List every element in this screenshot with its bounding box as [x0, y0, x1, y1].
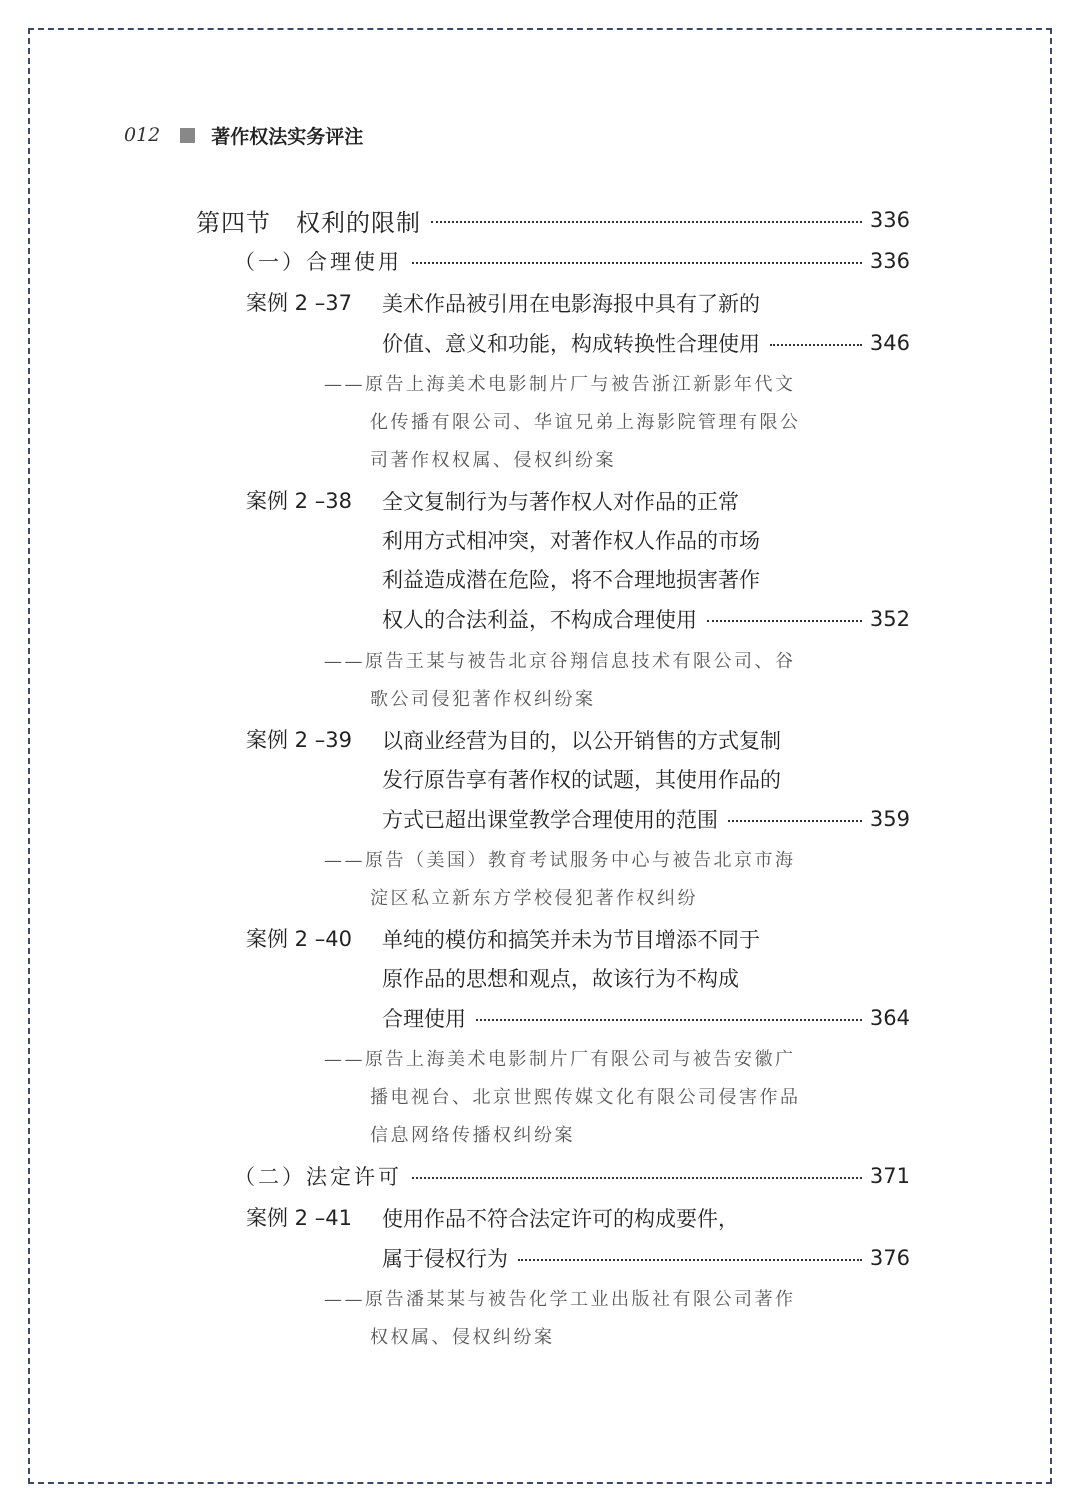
case-title-text: 合理使用 — [382, 1007, 466, 1031]
case-title-line[interactable] — [382, 1000, 910, 1036]
page-ref: 346 — [869, 331, 910, 355]
case-note: ——原告（美国）教育考试服务中心与被告北京市海 — [324, 850, 796, 871]
case-title-text: 属于侵权行为 — [382, 1247, 508, 1271]
case-note: 权权属、侵权纠纷案 — [370, 1327, 555, 1348]
subsection-title: （二）法定许可 — [234, 1165, 402, 1189]
toc-section-entry[interactable] — [196, 202, 910, 238]
case-note: 淀区私立新东方学校侵犯著作权纠纷 — [370, 888, 698, 909]
case-note: 播电视台、北京世熙传媒文化有限公司侵害作品 — [370, 1087, 801, 1108]
case-note: 歌公司侵犯著作权纠纷案 — [370, 689, 596, 710]
dot-leader — [707, 620, 862, 622]
case-note: ——原告上海美术电影制片厂有限公司与被告安徽广 — [324, 1049, 796, 1070]
case-title-text: 利用方式相冲突，对著作权人作品的市场 — [382, 529, 760, 553]
case-title-text: 价值、意义和功能，构成转换性合理使用 — [382, 332, 760, 356]
case-title-text: 发行原告享有著作权的试题，其使用作品的 — [382, 768, 781, 792]
case-note: ——原告王某与被告北京谷翔信息技术有限公司、谷 — [324, 651, 796, 672]
page-ref: 336 — [869, 249, 910, 273]
case-title-text: 方式已超出课堂教学合理使用的范围 — [382, 808, 718, 832]
dot-leader — [412, 1177, 862, 1179]
case-title-line[interactable] — [382, 960, 739, 996]
dot-leader — [770, 344, 862, 346]
case-note: ——原告上海美术电影制片厂与被告浙江新影年代文 — [324, 374, 796, 395]
case-title-text: 权人的合法利益，不构成合理使用 — [382, 608, 697, 632]
case-title-text: 原作品的思想和观点，故该行为不构成 — [382, 967, 739, 991]
page-ref: 371 — [869, 1164, 910, 1188]
subsection-title: （一）合理使用 — [234, 250, 402, 274]
case-label: 案例 2 –38 — [246, 489, 352, 513]
case-label: 案例 2 –39 — [246, 728, 352, 752]
running-header — [124, 120, 363, 150]
case-title-text: 单纯的模仿和搞笑并未为节目增添不同于 — [382, 928, 760, 952]
case-note: 司著作权权属、侵权纠纷案 — [370, 450, 616, 471]
case-label: 案例 2 –40 — [246, 927, 352, 951]
case-title-line[interactable] — [382, 722, 781, 758]
page-ref: 336 — [869, 208, 910, 232]
page-number: 012 — [124, 124, 161, 146]
case-title-line[interactable] — [382, 561, 760, 597]
case-title-line[interactable] — [382, 1240, 910, 1276]
toc-subsection-entry[interactable] — [234, 243, 910, 279]
case-title-line[interactable] — [382, 601, 910, 637]
case-title-text: 利益造成潜在危险，将不合理地损害著作 — [382, 568, 760, 592]
dot-leader — [431, 221, 862, 223]
case-title-line[interactable] — [382, 761, 781, 797]
page-ref: 364 — [869, 1006, 910, 1030]
case-title-line[interactable] — [382, 921, 760, 957]
case-title-line[interactable] — [382, 1200, 739, 1236]
case-title-line[interactable] — [382, 285, 760, 321]
toc-subsection-entry[interactable] — [234, 1158, 910, 1194]
case-title-line[interactable] — [382, 801, 910, 837]
case-title-text: 全文复制行为与著作权人对作品的正常 — [382, 490, 739, 514]
dot-leader — [476, 1019, 862, 1021]
square-bullet-icon — [180, 128, 195, 143]
case-title-text: 使用作品不符合法定许可的构成要件， — [382, 1207, 739, 1231]
case-title-line[interactable] — [382, 325, 910, 361]
dot-leader — [412, 262, 862, 264]
book-title: 著作权法实务评注 — [211, 125, 364, 148]
case-title-text: 以商业经营为目的，以公开销售的方式复制 — [382, 729, 781, 753]
page-ref: 376 — [869, 1246, 910, 1270]
case-title-line[interactable] — [382, 483, 739, 519]
case-title-text: 美术作品被引用在电影海报中具有了新的 — [382, 292, 760, 316]
dot-leader — [728, 820, 862, 822]
section-title: 第四节 权利的限制 — [196, 208, 421, 237]
case-title-line[interactable] — [382, 522, 760, 558]
case-note: 化传播有限公司、华谊兄弟上海影院管理有限公 — [370, 412, 801, 433]
case-note: ——原告潘某某与被告化学工业出版社有限公司著作 — [324, 1289, 796, 1310]
case-note: 信息网络传播权纠纷案 — [370, 1125, 575, 1146]
case-label: 案例 2 –41 — [246, 1206, 352, 1230]
case-label: 案例 2 –37 — [246, 291, 352, 315]
page-ref: 359 — [869, 807, 910, 831]
dot-leader — [518, 1259, 862, 1261]
page-ref: 352 — [869, 607, 910, 631]
